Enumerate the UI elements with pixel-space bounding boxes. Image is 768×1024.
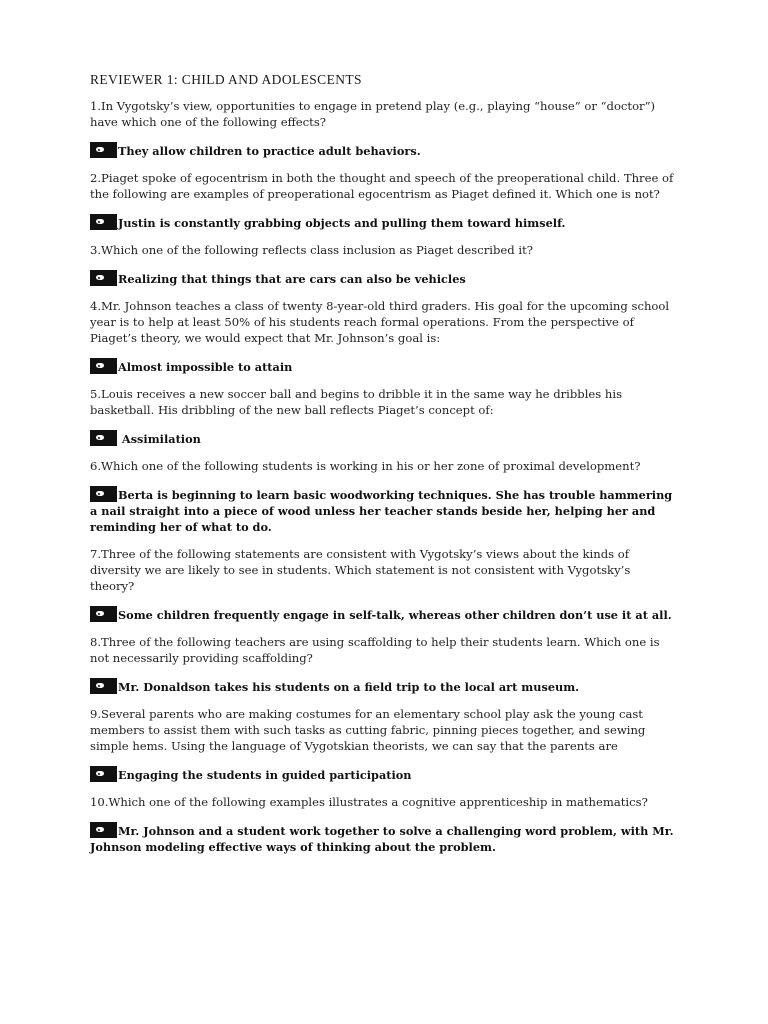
question-block-10 bbox=[90, 794, 676, 855]
radio-selected-icon bbox=[90, 486, 117, 502]
question-block-6 bbox=[90, 458, 676, 535]
question-block-5 bbox=[90, 386, 676, 447]
question-text: 9.Several parents who are making costumes for an elementary school play ask the young cast members to assist them with such tasks as cutting fabric, pinning pieces together, and sewing simple hems. Using the language of Vygotskian theorists, we can say that the parents are bbox=[90, 707, 646, 753]
answer-text: Mr. Johnson and a student work together to solve a challenging word problem, with Mr. Johnson modeling effective ways of thinking about the problem. bbox=[90, 824, 674, 854]
answer-text: They allow children to practice adult behaviors. bbox=[118, 144, 421, 158]
radio-selected-icon bbox=[90, 270, 117, 286]
answer-text: Realizing that things that are cars can also be vehicles bbox=[118, 272, 466, 286]
answer-line bbox=[90, 430, 676, 447]
question-block-3 bbox=[90, 242, 676, 287]
question-text: 7.Three of the following statements are consistent with Vygotsky’s views about the kinds of diversity we are likely to see in students. Which statement is not consistent with Vygotsky’s theory? bbox=[90, 547, 631, 593]
radio-selected-icon bbox=[90, 142, 117, 158]
answer-text: Some children frequently engage in self-talk, whereas other children don’t use it at all. bbox=[118, 608, 672, 622]
question-text: 5.Louis receives a new soccer ball and begins to dribble it in the same way he dribbles his basketball. His dribbling of the new ball reflects Piaget’s concept of: bbox=[90, 387, 623, 417]
document-title: REVIEWER 1: CHILD AND ADOLESCENTS bbox=[90, 72, 362, 87]
answer-text: Almost impossible to attain bbox=[118, 360, 293, 374]
document-page bbox=[90, 72, 676, 866]
question-block-2 bbox=[90, 170, 676, 231]
question-text: 3.Which one of the following reflects class inclusion as Piaget described it? bbox=[90, 243, 533, 257]
radio-selected-icon bbox=[90, 766, 117, 782]
answer-text: Berta is beginning to learn basic woodworking techniques. She has trouble hammering a nail straight into a piece of wood unless her teacher stands beside her, helping her and reminding her of what to do. bbox=[90, 488, 673, 534]
radio-selected-icon bbox=[90, 822, 117, 838]
radio-selected-icon bbox=[90, 678, 117, 694]
answer-line bbox=[90, 142, 676, 159]
answer-text: Engaging the students in guided participation bbox=[118, 768, 412, 782]
answer-line bbox=[90, 358, 676, 375]
radio-selected-icon bbox=[90, 214, 117, 230]
question-text: 4.Mr. Johnson teaches a class of twenty 8-year-old third graders. His goal for the upcoming school year is to help at least 50% of his students reach formal operations. From the perspective of Piaget’s theory, we would expect that Mr. Johnson’s goal is: bbox=[90, 299, 670, 345]
answer-line bbox=[90, 214, 676, 231]
radio-selected-icon bbox=[90, 606, 117, 622]
question-text: 8.Three of the following teachers are using scaffolding to help their students learn. Which one is not necessarily providing scaffolding? bbox=[90, 635, 660, 665]
answer-line bbox=[90, 486, 676, 535]
question-text: 1.In Vygotsky’s view, opportunities to engage in pretend play (e.g., playing “house” or “doctor”) have which one of the following effects? bbox=[90, 99, 656, 129]
radio-selected-icon bbox=[90, 358, 117, 374]
question-block-1 bbox=[90, 98, 676, 159]
answer-line bbox=[90, 822, 676, 855]
answer-text: Assimilation bbox=[118, 432, 201, 446]
radio-selected-icon bbox=[90, 430, 117, 446]
answer-text: Justin is constantly grabbing objects and pulling them toward himself. bbox=[118, 216, 566, 230]
question-block-4 bbox=[90, 298, 676, 375]
question-text: 6.Which one of the following students is working in his or her zone of proximal development? bbox=[90, 459, 641, 473]
question-block-7 bbox=[90, 546, 676, 623]
question-block-9 bbox=[90, 706, 676, 783]
question-text: 10.Which one of the following examples illustrates a cognitive apprenticeship in mathematics? bbox=[90, 795, 648, 809]
answer-line bbox=[90, 766, 676, 783]
answer-line bbox=[90, 606, 676, 623]
question-block-8 bbox=[90, 634, 676, 695]
answer-line bbox=[90, 678, 676, 695]
answer-line bbox=[90, 270, 676, 287]
answer-text: Mr. Donaldson takes his students on a field trip to the local art museum. bbox=[118, 680, 580, 694]
question-text: 2.Piaget spoke of egocentrism in both the thought and speech of the preoperational child. Three of the following are examples of preoperational egocentrism as Piaget defined it. Which one is not? bbox=[90, 171, 674, 201]
